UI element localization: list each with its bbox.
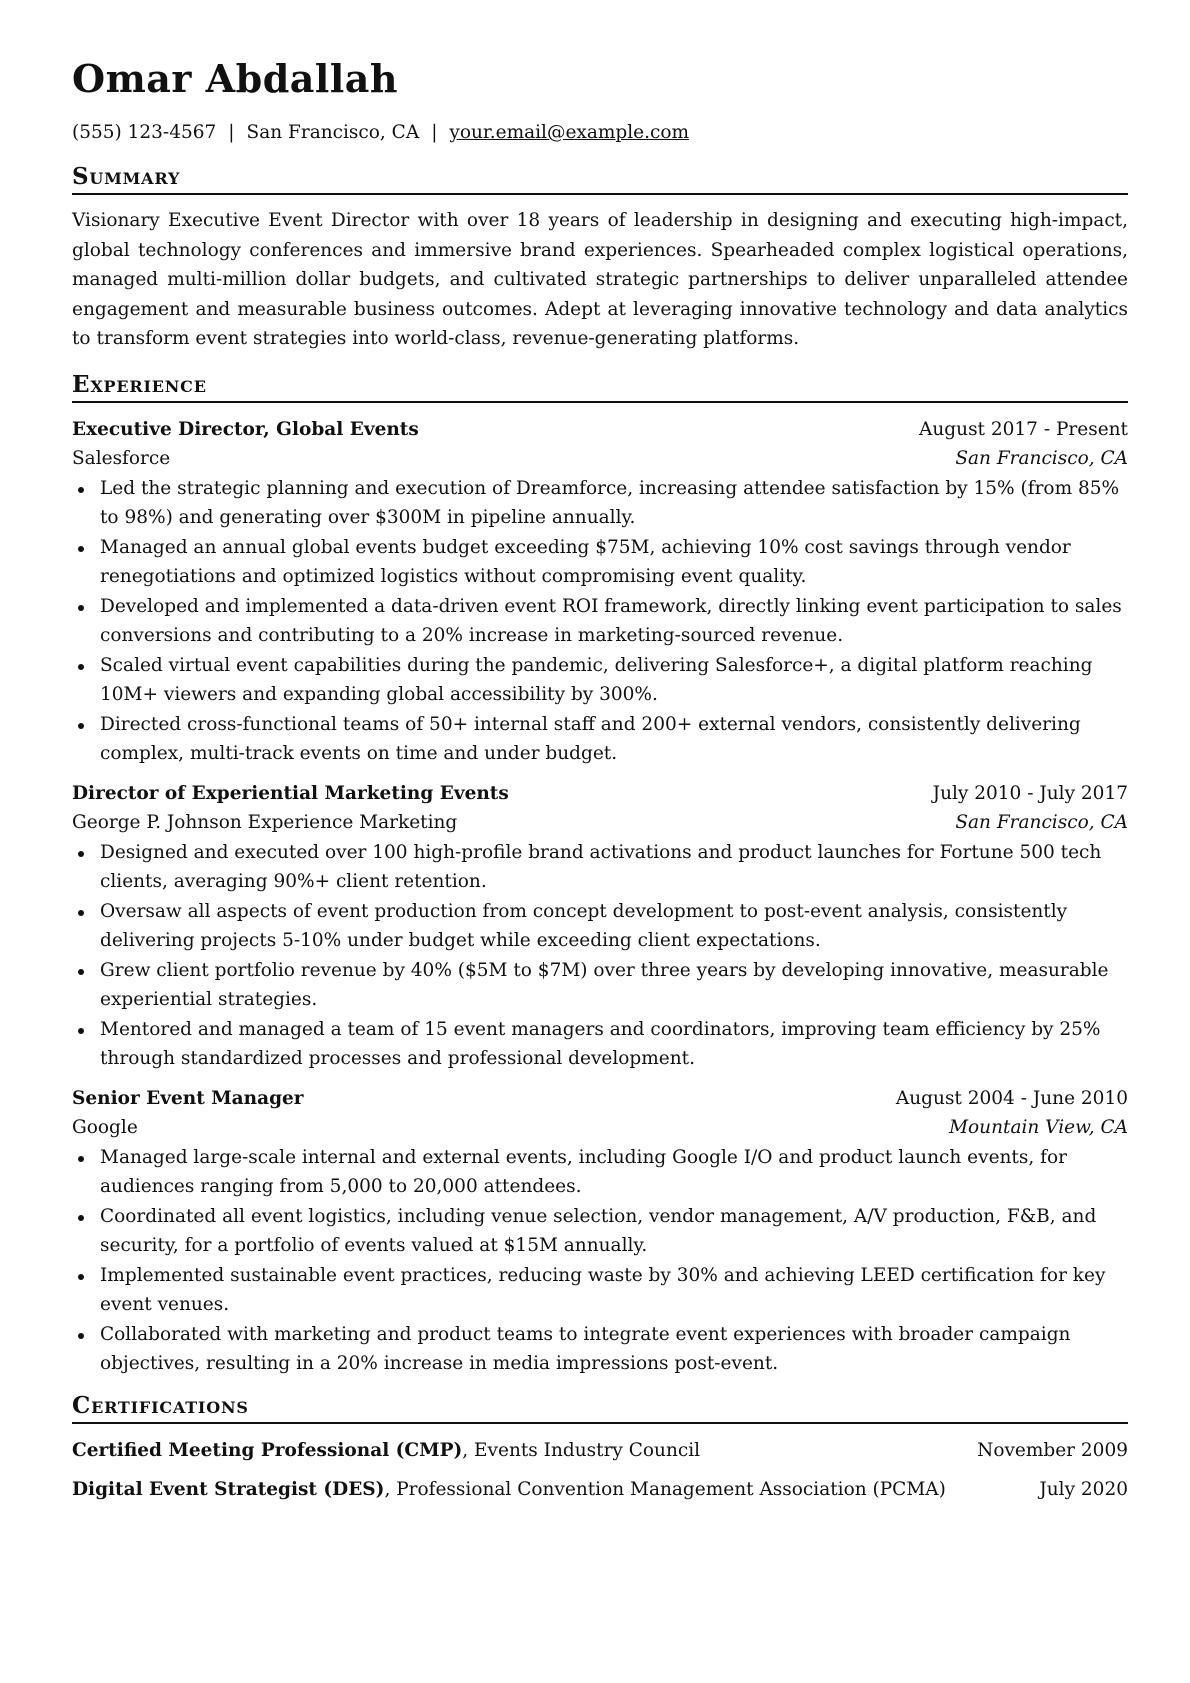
job-bullets <box>72 1143 1128 1379</box>
bullet-dot-icon <box>78 1333 84 1339</box>
bullet-dot-icon <box>78 1156 84 1162</box>
job-location: San Francisco, CA <box>955 812 1128 833</box>
job-bullets <box>72 474 1128 769</box>
bullet-item <box>72 838 1128 897</box>
job-title: Senior Event Manager <box>72 1087 304 1109</box>
resume-page <box>72 58 1128 1505</box>
certification-issuer: , Professional Convention Management Association (PCMA) <box>384 1479 946 1500</box>
contact-separator: | <box>228 122 235 143</box>
bullet-item <box>72 1143 1128 1202</box>
bullet-item <box>72 710 1128 769</box>
bullet-dot-icon <box>78 851 84 857</box>
bullet-item <box>72 592 1128 651</box>
bullet-text: Led the strategic planning and execution of Dreamforce, increasing attendee satisfaction by 15% (from 85% to 98%) and generating over $300M in pipeline annually. <box>100 477 1120 528</box>
certification-issuer: , Events Industry Council <box>462 1439 701 1461</box>
job-company: George P. Johnson Experience Marketing <box>72 812 458 833</box>
job-dates: August 2004 - June 2010 <box>895 1087 1128 1109</box>
bullet-item <box>72 1261 1128 1320</box>
bullet-item <box>72 474 1128 533</box>
bullet-text: Managed large-scale internal and external events, including Google I/O and product launch events, for audiences ranging from 5,000 to 20,000 attendees. <box>100 1146 1067 1197</box>
bullet-item <box>72 651 1128 710</box>
certification-entry <box>72 1436 1128 1466</box>
bullet-text: Developed and implemented a data-driven event ROI framework, directly linking event participation to sales conversions and contributing to a 20% increase in marketing-sourced revenue. <box>100 595 1122 646</box>
phone-number: (555) 123-4567 <box>72 122 217 143</box>
contact-location: San Francisco, CA <box>246 122 420 143</box>
bullet-dot-icon <box>78 605 84 611</box>
bullet-dot-icon <box>78 910 84 916</box>
candidate-name: Omar Abdallah <box>72 56 399 101</box>
bullet-dot-icon <box>78 969 84 975</box>
job-location: San Francisco, CA <box>955 448 1128 469</box>
bullet-text: Managed an annual global events budget exceeding $75M, achieving 10% cost savings through vendor renegotiations and optimized logistics without compromising event quality. <box>100 536 1071 587</box>
job-entry <box>72 415 1128 769</box>
bullet-item <box>72 956 1128 1015</box>
bullet-dot-icon <box>78 664 84 670</box>
job-company: Google <box>72 1117 138 1138</box>
job-entry <box>72 779 1128 1074</box>
bullet-item <box>72 533 1128 592</box>
job-entry <box>72 1084 1128 1379</box>
contact-separator: | <box>431 122 438 143</box>
bullet-dot-icon <box>78 1215 84 1221</box>
bullet-text: Collaborated with marketing and product teams to integrate event experiences with broader campaign objectives, resulting in a 20% increase in media impressions post-event. <box>100 1323 1071 1374</box>
certification-date: July 2020 <box>1039 1479 1128 1500</box>
bullet-text: Grew client portfolio revenue by 40% ($5M to $7M) over three years by developing innovative, measurable experiential strategies. <box>100 959 1109 1010</box>
bullet-text: Scaled virtual event capabilities during the pandemic, delivering Salesforce+, a digital platform reaching 10M+ viewers and expanding global accessibility by 300%. <box>100 654 1093 705</box>
bullet-dot-icon <box>78 723 84 729</box>
bullet-item <box>72 1202 1128 1261</box>
job-title: Director of Experiential Marketing Events <box>72 782 509 804</box>
email-link[interactable]: your.email@example.com <box>449 122 690 143</box>
certification-date: November 2009 <box>977 1439 1128 1461</box>
bullet-text: Mentored and managed a team of 15 event managers and coordinators, improving team efficiency by 25% through standardized processes and professional development. <box>100 1018 1101 1069</box>
bullet-dot-icon <box>78 1028 84 1034</box>
bullet-text: Directed cross-functional teams of 50+ internal staff and 200+ external vendors, consistently delivering complex, multi-track events on time and under budget. <box>100 713 1081 764</box>
certification-name: Digital Event Strategist (DES) <box>72 1479 385 1500</box>
certification-entry <box>72 1475 1128 1505</box>
bullet-item <box>72 1320 1128 1379</box>
bullet-item <box>72 1015 1128 1074</box>
job-bullets <box>72 838 1128 1074</box>
bullet-text: Designed and executed over 100 high-profile brand activations and product launches for Fortune 500 tech clients, averaging 90%+ client retention. <box>100 841 1102 892</box>
bullet-text: Implemented sustainable event practices, reducing waste by 30% and achieving LEED certification for key event venues. <box>100 1264 1106 1315</box>
experience-list <box>72 415 1128 1379</box>
summary-text: Visionary Executive Event Director with over 18 years of leadership in designing and executing high-impact, global technology conferences and immersive brand experiences. Spearheaded complex logistical operations, managed multi-million dollar budgets, and cultivated strategic partnerships to deliver unparalleled attendee engagement and measurable business outcomes. Adept at leveraging innovative technology and data analytics to transform event strategies into world-class, revenue-generating platforms. <box>72 210 1128 349</box>
job-dates: July 2010 - July 2017 <box>932 782 1128 804</box>
job-title: Executive Director, Global Events <box>72 418 419 440</box>
bullet-dot-icon <box>78 546 84 552</box>
job-dates: August 2017 - Present <box>919 418 1128 440</box>
job-company: Salesforce <box>72 448 171 469</box>
bullet-item <box>72 897 1128 956</box>
bullet-text: Coordinated all event logistics, including venue selection, vendor management, A/V production, F&B, and security, for a portfolio of events valued at $15M annually. <box>100 1205 1097 1256</box>
bullet-text: Oversaw all aspects of event production from concept development to post-event analysis, consistently delivering projects 5-10% under budget while exceeding client expectations. <box>100 900 1068 951</box>
certification-name: Certified Meeting Professional (CMP) <box>72 1439 463 1461</box>
certifications-list <box>72 1436 1128 1505</box>
contact-line <box>72 122 1128 144</box>
section-title-summary: Summary <box>72 164 1128 195</box>
bullet-dot-icon <box>78 1274 84 1280</box>
bullet-dot-icon <box>78 487 84 493</box>
section-title-experience: Experience <box>72 372 1128 403</box>
job-location: Mountain View, CA <box>949 1117 1128 1138</box>
section-title-certifications: Certifications <box>72 1393 1128 1424</box>
